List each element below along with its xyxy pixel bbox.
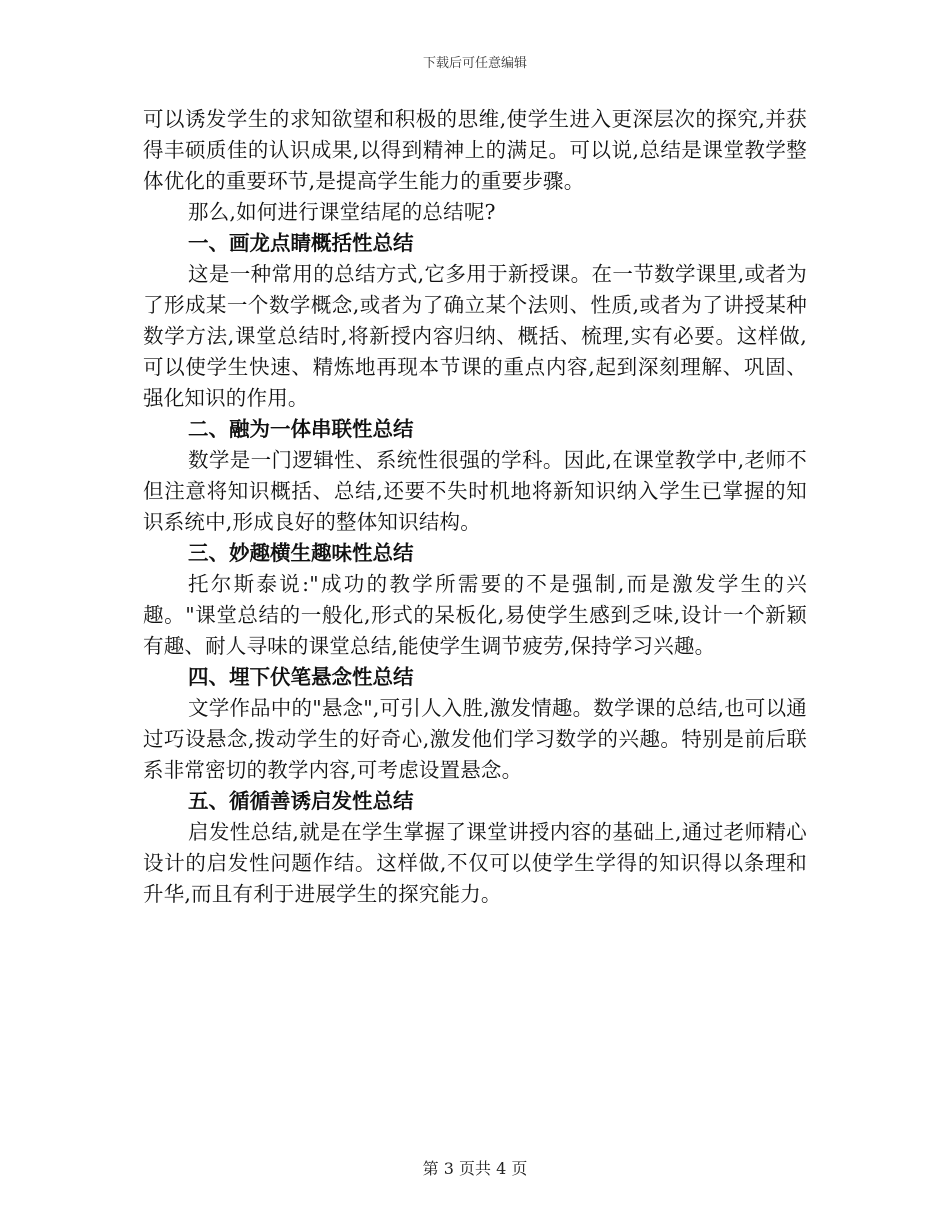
paragraph-continuation: 可以诱发学生的求知欲望和积极的思维,使学生进入更深层次的探究,并获得丰硕质佳的认识成果,以得到精神上的满足。可以说,总结是课堂教学整体优化的重要环节,是提高学生能力的重要步骤。: [143, 107, 807, 193]
section-heading-5: 五、循循善诱启发性总结: [188, 789, 414, 813]
paragraph-section-1: 这是一种常用的总结方式,它多用于新授课。在一节数学课里,或者为了形成某一个数学概念,或者为了确立某个法则、性质,或者为了讲授某种数学方法,课堂总结时,将新授内容归纳、概括、梳理,实有必要。这样做,可以使学生快速、精炼地再现本节课的重点内容,起到深刻理解、巩固、强化知识的作用。: [143, 262, 807, 410]
page-number: 第 3 页共 4 页: [422, 1159, 528, 1178]
paragraph-section-4: 文学作品中的"悬念",可引人入胜,激发情趣。数学课的总结,也可以通过巧设悬念,拨动学生的好奇心,激发他们学习数学的兴趣。特别是前后联系非常密切的教学内容,可考虑设置悬念。: [143, 696, 808, 782]
page-header: 下载后可任意编辑: [422, 56, 527, 71]
section-heading-1: 一、画龙点睛概括性总结: [188, 231, 414, 255]
paragraph-question: 那么,如何进行课堂结尾的总结呢?: [188, 200, 496, 224]
document-body: [143, 104, 807, 910]
section-heading-4: 四、埋下伏笔悬念性总结: [188, 665, 414, 689]
paragraph-section-5: 启发性总结,就是在学生掌握了课堂讲授内容的基础上,通过老师精心设计的启发性问题作结。这样做,不仅可以使学生学得的知识得以条理和升华,而且有利于进展学生的探究能力。: [143, 820, 807, 906]
section-heading-3: 三、妙趣横生趣味性总结: [188, 541, 414, 565]
paragraph-section-2: 数学是一门逻辑性、系统性很强的学科。因此,在课堂教学中,老师不但注意将知识概括、总结,还要不失时机地将新知识纳入学生已掌握的知识系统中,形成良好的整体知识结构。: [143, 448, 807, 534]
section-heading-2: 二、融为一体串联性总结: [188, 417, 414, 441]
paragraph-section-3: 托尔斯泰说:"成功的教学所需要的不是强制,而是激发学生的兴趣。"课堂总结的一般化,形式的呆板化,易使学生感到乏味,设计一个新颖有趣、耐人寻味的课堂总结,能使学生调节疲劳,保持学习兴趣。: [143, 572, 807, 658]
